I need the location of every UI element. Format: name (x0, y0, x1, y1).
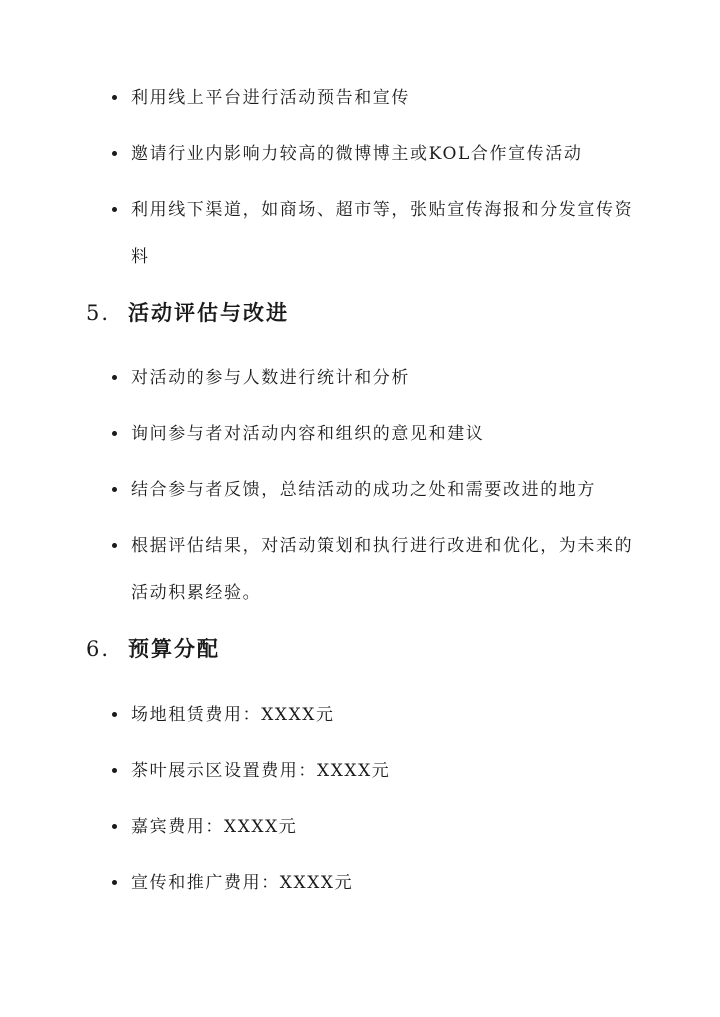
list-item-text: 根据评估结果，对活动策划和执行进行改进和优化，为未来的活动积累经验。 (131, 536, 634, 603)
bullet-icon (112, 375, 117, 380)
bullet-icon (112, 151, 117, 156)
bullet-icon (112, 543, 117, 548)
list-item (0, 804, 720, 851)
bullet-icon (112, 487, 117, 492)
promotion-list (0, 75, 720, 290)
list-item (0, 411, 720, 458)
list-item-text: 利用线上平台进行活动预告和宣传 (131, 88, 410, 108)
bullet-icon (112, 95, 117, 100)
list-item (0, 187, 720, 281)
list-item-text: 结合参与者反馈，总结活动的成功之处和需要改进的地方 (131, 480, 596, 500)
section-heading-evaluation (86, 298, 289, 328)
list-item (0, 467, 720, 514)
list-item (0, 748, 720, 795)
evaluation-list (0, 355, 720, 626)
list-item-text: 询问参与者对活动内容和组织的意见和建议 (131, 424, 485, 444)
list-item (0, 75, 720, 122)
bullet-icon (112, 880, 117, 885)
list-item (0, 692, 720, 739)
section-title: 活动评估与改进 (128, 300, 289, 325)
budget-list (0, 692, 720, 916)
section-number: 6. (86, 637, 111, 661)
list-item-text: 嘉宾费用：XXXX元 (131, 817, 298, 837)
bullet-icon (112, 431, 117, 436)
list-item (0, 131, 720, 178)
list-item-text: 宣传和推广费用：XXXX元 (131, 873, 354, 893)
section-title: 预算分配 (128, 636, 220, 661)
bullet-icon (112, 207, 117, 212)
list-item (0, 523, 720, 617)
list-item-text: 利用线下渠道，如商场、超市等，张贴宣传海报和分发宣传资料 (131, 200, 634, 267)
section-number: 5. (86, 301, 111, 325)
list-item-text: 茶叶展示区设置费用：XXXX元 (131, 761, 391, 781)
list-item-text: 邀请行业内影响力较高的微博博主或KOL合作宣传活动 (131, 144, 583, 164)
bullet-icon (112, 712, 117, 717)
list-item-text: 对活动的参与人数进行统计和分析 (131, 368, 410, 388)
bullet-icon (112, 824, 117, 829)
section-heading-budget (86, 634, 220, 664)
list-item (0, 860, 720, 907)
list-item-text: 场地租赁费用：XXXX元 (131, 705, 335, 725)
bullet-icon (112, 768, 117, 773)
list-item (0, 355, 720, 402)
